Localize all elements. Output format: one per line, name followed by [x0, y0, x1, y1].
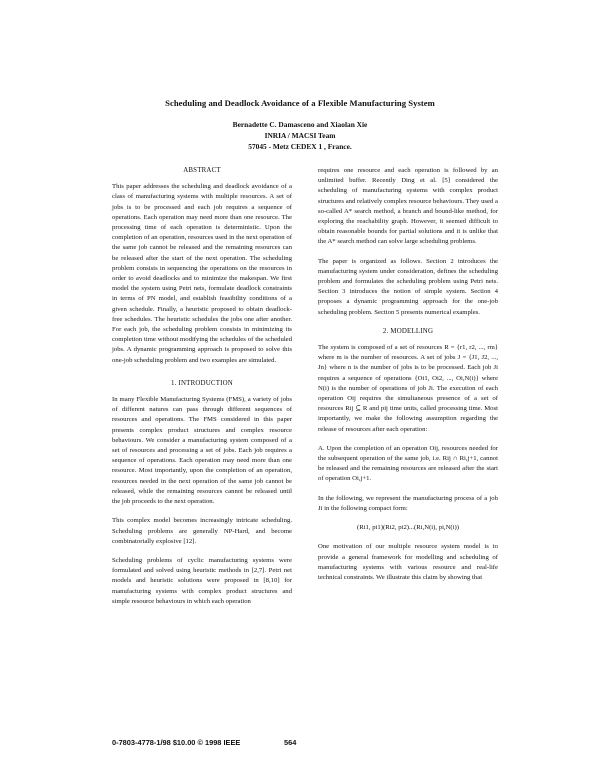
- assumption-a: A. Upon the completion of an operation Oij, resources needed for the subsequent operation of the same job, i.e. Rij ∩ Ri,j+1, cannot be released and the remaining resources are released after the start of operation Oi,j+1.: [318, 444, 498, 483]
- abstract-text: This paper addresses the scheduling and deadlock avoidance of a class of manufacturing systems with multiple resources. A set of jobs is to be processed and each job requires a sequence of operations. Each operation may need more than one resource. The processing time of each operation is deterministic. Upon the completion of an operation, resources used in the next operation of the same job cannot be released and the remaining resources can be released after the start of the next operation. The scheduling problem consists in sequencing the operations on the resources in order to avoid deadlocks and to minimize the makespan. We first model the system using Petri nets, formulate deadlock constraints in terms of PN model, and establish feasibility conditions of a given schedule. Finally, a heuristic proposed to obtain deadlock-free schedules. The heuristic schedules the jobs one after another. For each job, the scheduling problem consists in minimizing its completion time without modifying the schedules of the scheduled jobs. A dynamic programming approach is proposed to solve this one-job scheduling problem and two examples are simulated.: [112, 183, 292, 364]
- right-column: [318, 166, 498, 592]
- intro-paragraph-1: In many Flexible Manufacturing Systems (FMS), a variety of jobs of different natures can pass through different sequences of resources and operations. The FMS considered in this paper presents complex product structures and complex resource behaviours. We consider a manufacturing system composed of a set of resources and processing a set of jobs. Each job requires a sequence of operations. Each operation may need more than one resource. Most importantly, upon the completion of an operation, resources needed in the next operation of the same job cannot be released, while the remaining resources cannot be released until the job proceeds to the next operation.: [112, 396, 292, 506]
- author-block: [0, 119, 600, 153]
- model-paragraph-1: The system is composed of a set of resources R = {r1, r2, ..., rm} where m is the number of resources. A set of jobs J = {J1, J2, ..., Jn} where n is the number of jobs is to be processed. Each job Ji requires a sequence of operations {Oi1, Oi2, ..., Oi,N(i)} where N(i) is the number of operations of job Ji. The execution of each operation Oij requires the simultaneous presence of a set of resources Rij ⊆ R and pij time units, called processing time. Most importantly, we make the following assumption regarding the release of resources after each operation:: [318, 344, 498, 433]
- intro-continued-paragraph: requires one resource and each operation is followed by an unlimited buffer. Recently Ding et al. [5] considered the scheduling of manufacturing systems with complex product structures and relatively complex resource behaviours. They used a so-called A* search method, a branch and bound-like method, for exploring the reachability graph. However, it seemed difficult to obtain reasonable bounds for partial solutions and it is unlike that the A* search method can solve large scheduling problems.: [318, 167, 498, 246]
- motivation-paragraph: One motivation of our multiple resource system model is to provide a general framework for modelling and scheduling of manufacturing systems with various resource and real-life technical constraints. We illustrate this claim by showing that: [318, 543, 498, 581]
- author-names: Bernadette C. Damasceno and Xiaolan Xie: [232, 120, 368, 129]
- process-formula: (Ri1, pi1)(Ri2, pi2)...(Ri,N(i), pi,N(i)): [357, 524, 459, 532]
- organization-paragraph: The paper is organized as follows. Section 2 introduces the manufacturing system under consideration, defines the scheduling problem and formulates the scheduling problem using Petri nets. Section 3 introduces the notion of simple system. Section 4 proposes a dynamic programming approach for the one-job scheduling problem. Section 5 presents numerical examples.: [318, 257, 498, 316]
- author-affiliation: INRIA / MACSI Team: [264, 131, 336, 141]
- page-number: 564: [284, 738, 297, 747]
- left-column: [112, 166, 292, 616]
- introduction-heading: 1. INTRODUCTION: [171, 379, 233, 387]
- author-address: 57045 - Metz CEDEX 1 , France.: [248, 142, 352, 152]
- representation-paragraph: In the following, we represent the manufacturing process of a job Ji in the following compact form:: [318, 494, 498, 512]
- intro-paragraph-3: Scheduling problems of cyclic manufacturing systems were formulated and solved using heuristic methods in [2,7]. Petri net models and heuristic solutions were proposed in [8,10] for manufacturing systems with complex product structures and simple resource behaviours in which each operation: [112, 556, 292, 605]
- intro-paragraph-2: This complex model becomes increasingly intricate scheduling. Scheduling problems are generally NP-Hard, and become combinatorially explosive [12].: [112, 517, 292, 545]
- paper-title: Scheduling and Deadlock Avoidance of a Flexible Manufacturing System: [165, 98, 435, 108]
- copyright-code: 0-7803-4778-1/98 $10.00 © 1998 IEEE: [112, 738, 241, 747]
- abstract-heading: ABSTRACT: [183, 167, 221, 174]
- modelling-heading: 2. MODELLING: [382, 327, 434, 335]
